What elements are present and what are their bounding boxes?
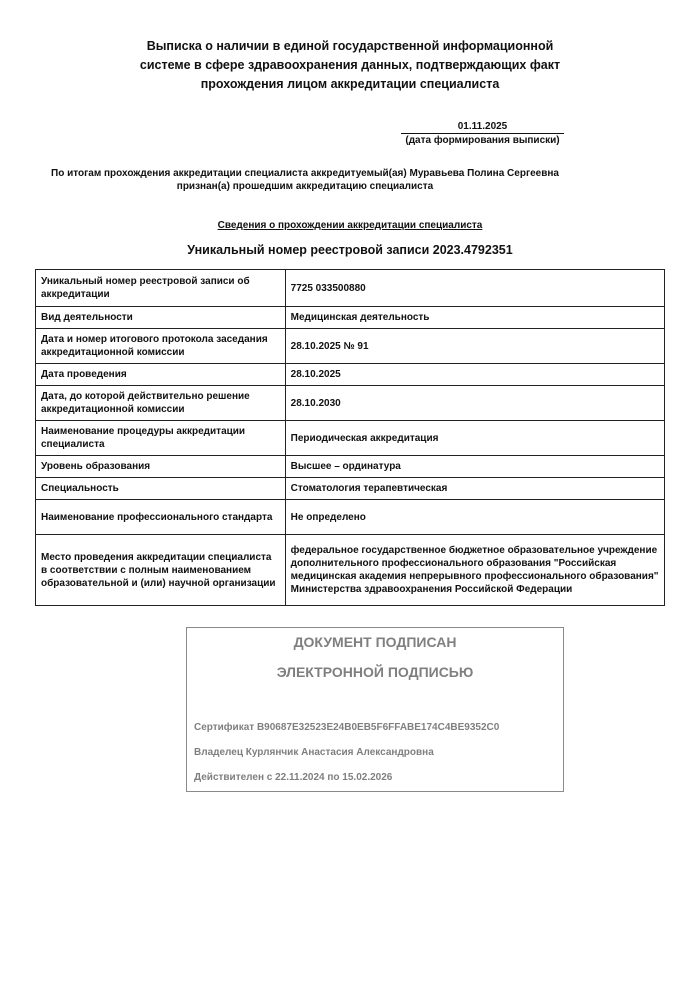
table-row (36, 500, 665, 535)
table-row (36, 307, 665, 329)
table-row (36, 421, 665, 456)
row-value: Не определено (285, 500, 664, 535)
row-label: Вид деятельности (36, 307, 286, 329)
row-label: Специальность (36, 478, 286, 500)
row-label: Уникальный номер реестровой записи об аккредитации (36, 270, 286, 307)
title-line: прохождения лицом аккредитации специалиста (200, 77, 500, 91)
registry-number-heading: Уникальный номер реестровой записи 2023.4792351 (187, 243, 513, 257)
table-row (36, 329, 665, 364)
row-value: 28.10.2025 (285, 364, 664, 386)
row-label: Место проведения аккредитации специалиста в соответствии с полным наименованием образовательной и (или) научной организации (36, 535, 286, 606)
row-value: Периодическая аккредитация (285, 421, 664, 456)
signature-validity: Действителен с 22.11.2024 по 15.02.2026 (194, 772, 393, 783)
row-value: федеральное государственное бюджетное образовательное учреждение дополнительного профессионального образования "Российская медицинская академия непрерывного профессионального образования" Министерства здравоохранения Российской Федерации (285, 535, 664, 606)
signature-owner: Владелец Курлянчик Анастасия Александровна (194, 747, 434, 758)
row-value: Высшее – ординатура (285, 456, 664, 478)
row-value: 28.10.2030 (285, 386, 664, 421)
row-label: Наименование процедуры аккредитации специалиста (36, 421, 286, 456)
row-label: Наименование профессионального стандарта (36, 500, 286, 535)
result-line: признан(а) прошедшим аккредитацию специалиста (176, 181, 434, 192)
document-title (100, 37, 600, 94)
issue-date-block (401, 120, 564, 148)
row-value: 28.10.2025 № 91 (285, 329, 664, 364)
row-label: Уровень образования (36, 456, 286, 478)
signature-certificate: Сертификат B90687E32523E24B0EB5F6FFABE174C4BE9352C0 (194, 722, 500, 733)
issue-date-caption: (дата формирования выписки) (405, 135, 560, 146)
row-value: 7725 033500880 (285, 270, 664, 307)
title-line: системе в сфере здравоохранения данных, подтверждающих факт (139, 58, 561, 72)
table-row (36, 456, 665, 478)
issue-date: 01.11.2025 (401, 120, 564, 134)
section-heading: Сведения о прохождении аккредитации специалиста (217, 220, 483, 231)
row-value: Стоматология терапевтическая (285, 478, 664, 500)
row-label: Дата проведения (36, 364, 286, 386)
accreditation-info-table (35, 269, 665, 606)
table-row (36, 270, 665, 307)
table-row (36, 364, 665, 386)
row-label: Дата, до которой действительно решение аккредитационной комиссии (36, 386, 286, 421)
result-line: По итогам прохождения аккредитации специалиста аккредитуемый(ая) Муравьева Полина Сергеевна (51, 168, 559, 179)
signature-title-line1: ДОКУМЕНТ ПОДПИСАН (293, 634, 457, 650)
row-value: Медицинская деятельность (285, 307, 664, 329)
table-row (36, 535, 665, 606)
table-row (36, 386, 665, 421)
electronic-signature-stamp (186, 627, 564, 792)
table-row (36, 478, 665, 500)
accreditation-result (20, 167, 590, 193)
title-line: Выписка о наличии в единой государственной информационной (146, 39, 554, 53)
row-label: Дата и номер итогового протокола заседания аккредитационной комиссии (36, 329, 286, 364)
signature-title-line2: ЭЛЕКТРОННОЙ ПОДПИСЬЮ (276, 664, 474, 680)
